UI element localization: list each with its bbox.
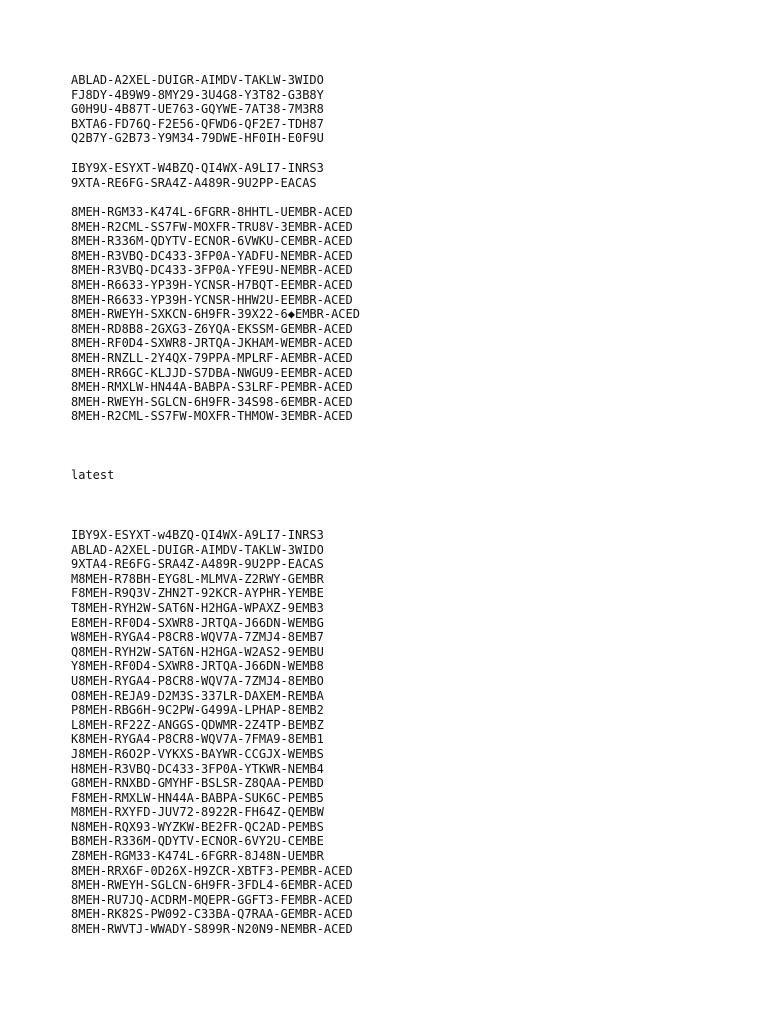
key-line: T8MEH-RYH2W-SAT6N-H2HGA-WPAXZ-9EMB3	[71, 600, 324, 615]
key-line: 8MEH-R2CML-SS7FW-MOXFR-THMOW-3EMBR-ACED	[71, 409, 353, 424]
key-line: H8MEH-R3VBQ-DC433-3FP0A-YTKWR-NEMB4	[71, 761, 324, 776]
key-line: 8MEH-RR6GC-KLJJD-S7DBA-NWGU9-EEMBR-ACED	[71, 365, 353, 380]
key-line: ABLAD-A2XEL-DUIGR-AIMDV-TAKLW-3WIDO	[71, 73, 324, 87]
key-line: IBY9X-ESYXT-w4BZQ-QI4WX-A9LI7-INRS3	[71, 528, 324, 542]
key-line: 8MEH-RGM33-K474L-6FGRR-8HHTL-UEMBR-ACED	[71, 205, 353, 219]
key-line: 8MEH-RWEYH-SGLCN-6H9FR-3FDL4-6EMBR-ACED	[71, 878, 353, 893]
key-block-2	[71, 161, 324, 190]
key-line: 8MEH-RRX6F-0D26X-H9ZCR-XBTF3-PEMBR-ACED	[71, 863, 353, 878]
key-line: E8MEH-RF0D4-SXWR8-JRTQA-J66DN-WEMBG	[71, 615, 324, 630]
key-line: G0H9U-4B87T-UE763-GQYWE-7AT38-7M3R8	[71, 102, 324, 117]
key-line: P8MEH-RBG6H-9C2PW-G499A-LPHAP-8EMB2	[71, 703, 324, 718]
key-line: W8MEH-RYGA4-P8CR8-WQV7A-7ZMJ4-8EMB7	[71, 630, 324, 645]
key-line: Y8MEH-RF0D4-SXWR8-JRTQA-J66DN-WEMB8	[71, 659, 324, 674]
key-line: G8MEH-RNXBD-GMYHF-BSLSR-Z8QAA-PEMBD	[71, 776, 324, 791]
key-block-1	[71, 73, 324, 146]
key-line: M8MEH-R78BH-EYG8L-MLMVA-Z2RWY-GEMBR	[71, 571, 324, 586]
key-line: 8MEH-R336M-QDYTV-ECNOR-6VWKU-CEMBR-ACED	[71, 234, 353, 249]
key-line: BXTA6-FD76Q-F2E56-QFWD6-QF2E7-TDH87	[71, 116, 324, 131]
key-line: L8MEH-RF22Z-ANGGS-QDWMR-2Z4TP-BEMBZ	[71, 717, 324, 732]
key-line: 9XTA4-RE6FG-SRA4Z-A489R-9U2PP-EACAS	[71, 557, 324, 572]
key-line: K8MEH-RYGA4-P8CR8-WQV7A-7FMA9-8EMB1	[71, 732, 324, 747]
key-line: M8MEH-RXYFD-JUV72-8922R-FH64Z-QEMBW	[71, 805, 324, 820]
key-line: ABLAD-A2XEL-DUIGR-AIMDV-TAKLW-3WIDO	[71, 542, 324, 557]
key-line: FJ8DY-4B9W9-8MY29-3U4G8-Y3T82-G3B8Y	[71, 87, 324, 102]
key-line: N8MEH-RQX93-WYZKW-BE2FR-QC2AD-PEMBS	[71, 819, 324, 834]
key-line: 8MEH-RU7JQ-ACDRM-MQEPR-GGFT3-FEMBR-ACED	[71, 892, 353, 907]
key-line: J8MEH-R6O2P-VYKXS-BAYWR-CCGJX-WEMBS	[71, 746, 324, 761]
key-line: 8MEH-RNZLL-2Y4QX-79PPA-MPLRF-AEMBR-ACED	[71, 350, 353, 365]
document-page	[71, 0, 768, 1024]
key-line: 8MEH-R2CML-SS7FW-MOXFR-TRU8V-3EMBR-ACED	[71, 219, 353, 234]
latest-key-block	[71, 528, 353, 937]
key-line: 8MEH-R6633-YP39H-YCNSR-HHW2U-EEMBR-ACED	[71, 292, 353, 307]
section-heading-latest: latest	[71, 468, 115, 482]
key-line: IBY9X-ESYXT-W4BZQ-QI4WX-A9LI7-INRS3	[71, 161, 324, 175]
key-line: 8MEH-RD8B8-2GXG3-Z6YQA-EKSSM-GEMBR-ACED	[71, 321, 353, 336]
key-line: 8MEH-R3VBQ-DC433-3FP0A-YFE9U-NEMBR-ACED	[71, 263, 353, 278]
key-line: O8MEH-REJA9-D2M3S-337LR-DAXEM-REMBA	[71, 688, 324, 703]
key-line: Z8MEH-RGM33-K474L-6FGRR-8J48N-UEMBR	[71, 849, 324, 864]
key-line: 9XTA-RE6FG-SRA4Z-A489R-9U2PP-EACAS	[71, 175, 317, 190]
key-line: 8MEH-RWEYH-SGLCN-6H9FR-34S98-6EMBR-ACED	[71, 394, 353, 409]
key-line: 8MEH-R6633-YP39H-YCNSR-H7BQT-EEMBR-ACED	[71, 277, 353, 292]
key-line: Q2B7Y-G2B73-Y9M34-79DWE-HF0IH-E0F9U	[71, 131, 324, 146]
key-line: 8MEH-RF0D4-SXWR8-JRTQA-JKHAM-WEMBR-ACED	[71, 336, 353, 351]
key-line: 8MEH-RMXLW-HN44A-BABPA-S3LRF-PEMBR-ACED	[71, 380, 353, 395]
key-line: 8MEH-R3VBQ-DC433-3FP0A-YADFU-NEMBR-ACED	[71, 248, 353, 263]
key-line: 8MEH-RWVTJ-WWADY-S899R-N20N9-NEMBR-ACED	[71, 922, 353, 937]
key-line: 8MEH-RWEYH-SXKCN-6H9FR-39X22-6◆EMBR-ACED	[71, 307, 360, 322]
key-line: B8MEH-R336M-QDYTV-ECNOR-6VY2U-CEMBE	[71, 834, 324, 849]
key-line: Q8MEH-RYH2W-SAT6N-H2HGA-W2AS2-9EMBU	[71, 644, 324, 659]
key-line: F8MEH-RMXLW-HN44A-BABPA-SUK6C-PEMB5	[71, 790, 324, 805]
key-line: F8MEH-R9Q3V-ZHN2T-92KCR-AYPHR-YEMBE	[71, 586, 324, 601]
key-block-3	[71, 205, 360, 424]
key-line: 8MEH-RK82S-PW092-C33BA-Q7RAA-GEMBR-ACED	[71, 907, 353, 922]
key-line: U8MEH-RYGA4-P8CR8-WQV7A-7ZMJ4-8EMBO	[71, 673, 324, 688]
